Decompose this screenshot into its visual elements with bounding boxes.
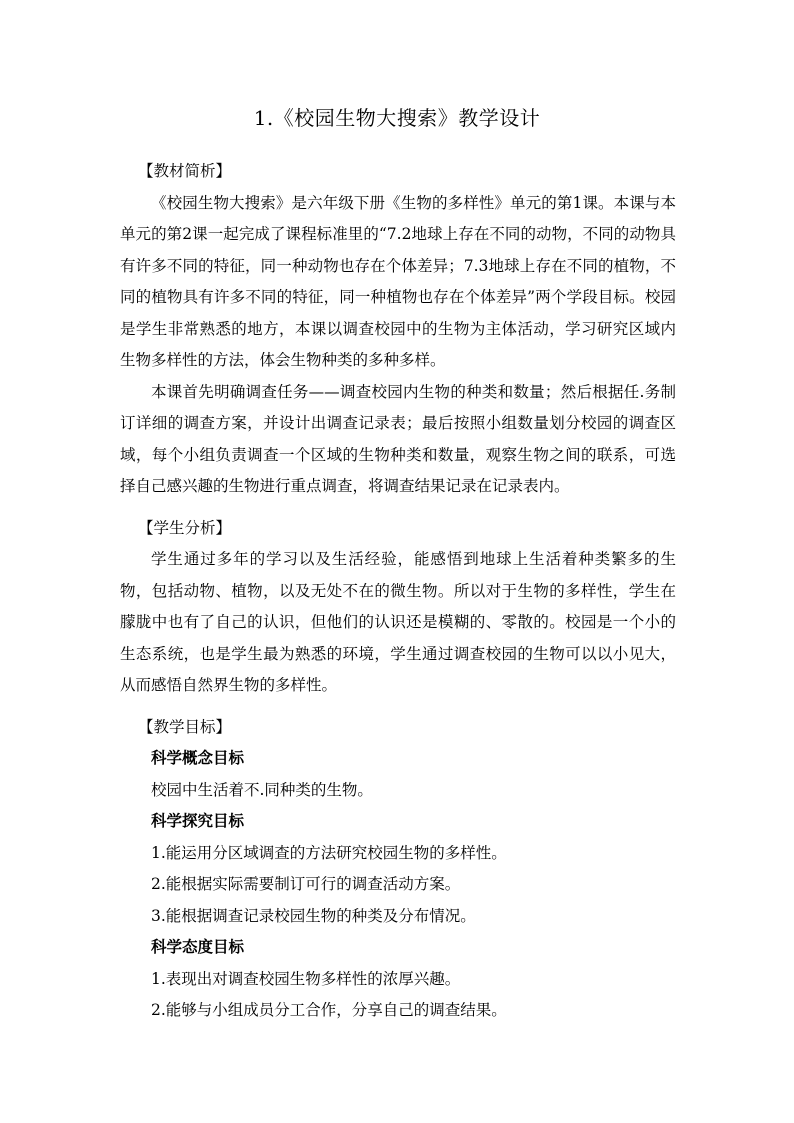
goal-item: 2.能够与小组成员分工合作，分享自己的调查结果。 (151, 1001, 507, 1019)
subheading-concept-goals: 科学概念目标 (151, 749, 245, 767)
paragraph: 本课首先明确调查任务——调查校园内生物的种类和数量；然后根据任.务制订详细的调查方案，并设计出调查记录表；最后按照小组数量划分校园的调查区域，每个小组负责调查一个区域的生物种类和数量，观察生物之间的联系，可选择自己感兴趣的生物进行重点调查，将调查结果记录在记录表内。 (120, 382, 676, 495)
document-body (120, 156, 676, 1027)
goal-item: 1.能运用分区域调查的方法研究校园生物的多样性。 (151, 843, 507, 862)
document-title: 1.《校园生物大搜索》教学设计 (253, 106, 541, 130)
subheading-attitude-goals: 科学态度目标 (151, 938, 245, 956)
paragraph: 《校园生物大搜索》是六年级下册《生物的多样性》单元的第1课。本课与本单元的第2课一起完成了课程标准里的“7.2地球上存在不同的动物，不同的动物具有许多不同的特征，同一种动物也存在个体差异；7.3地球上存在不同的植物，不同的植物具有许多不同的特征，同一种植物也存在个体差异”两个学段目标。校园是学生非常熟悉的地方，本课以调查校园中的生物为主体活动，学习研究区域内生物多样性的方法，体会生物种类的多种多样。 (120, 193, 676, 369)
spacer (120, 702, 676, 712)
section-heading-student-analysis: 【学生分析】 (138, 518, 232, 537)
spacer (120, 503, 676, 513)
goal-item: 3.能根据调查记录校园生物的种类及分布情况。 (151, 906, 476, 925)
section-heading-textbook-analysis: 【教材简析】 (138, 162, 232, 180)
subheading-inquiry-goals: 科学探究目标 (151, 812, 245, 830)
section-heading-teaching-goals: 【教学目标】 (138, 717, 232, 736)
paragraph: 学生通过多年的学习以及生活经验，能感悟到地球上生活着种类繁多的生物，包括动物、植物，以及无处不在的微生物。所以对于生物的多样性，学生在朦胧中也有了自己的认识，但他们的认识还是模糊的、零散的。校园是一个小的生态系统，也是学生最为熟悉的环境，学生通过调查校园的生物可以以小见大，从而感悟自然界生物的多样性。 (120, 550, 676, 694)
goal-item: 1.表现出对调查校园生物多样性的浓厚兴趣。 (151, 969, 461, 988)
goal-item: 2.能根据实际需要制订可行的调查活动方案。 (151, 875, 461, 893)
goal-item: 校园中生活着不.同种类的生物。 (151, 780, 373, 799)
